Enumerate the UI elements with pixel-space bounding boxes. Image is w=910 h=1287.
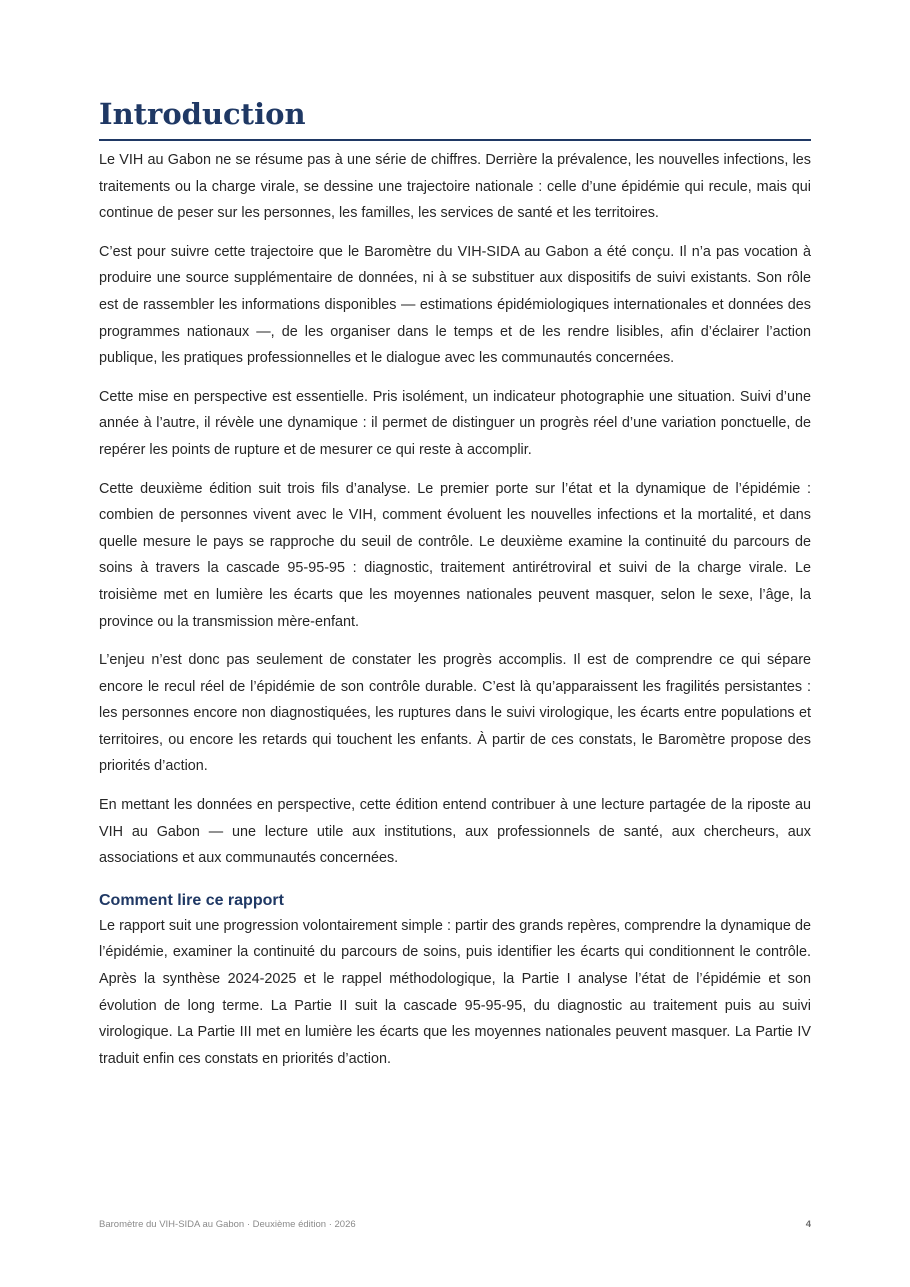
paragraph-3: Cette mise en perspective est essentielle. Pris isolément, un indicateur photographie une situation. Suivi d’une année à l’autre, il révèle une dynamique : il permet de distinguer un progrès réel d’une variation ponctuelle, de repérer les points de rupture et de mesurer ce qui reste à accomplir. xyxy=(99,388,811,458)
page-number: 4 xyxy=(805,1219,811,1230)
paragraph-5: L’enjeu n’est donc pas seulement de constater les progrès accomplis. Il est de comprendre ce qui sépare encore le recul réel de l’épidémie de son contrôle durable. C’est là qu’apparaissent les fragilités persistantes : les personnes encore non diagnostiquées, les ruptures dans le suivi virologique, les écarts entre populations et territoires, ou encore les retards qui touchent les enfants. À partir de ces constats, le Baromètre propose des priorités d’action. xyxy=(99,652,811,775)
page-title: Introduction xyxy=(99,92,811,141)
page-content xyxy=(99,92,811,1084)
paragraph-1: Le VIH au Gabon ne se résume pas à une série de chiffres. Derrière la prévalence, les nouvelles infections, les traitements ou la charge virale, se dessine une trajectoire nationale : celle d’une épidémie qui recule, mais qui continue de peser sur les personnes, les familles, les services de santé et les territoires. xyxy=(99,152,811,222)
subsection-title: Comment lire ce rapport xyxy=(99,891,284,909)
subsection-paragraph: Le rapport suit une progression volontairement simple : partir des grands repères, comprendre la dynamique de l’épidémie, examiner la continuité du parcours de soins, puis identifier les écarts qui conditionnent le contrôle. Après la synthèse 2024-2025 et le rappel méthodologique, la Partie I analyse l’état de l’épidémie et son évolution de long terme. La Partie II suit la cascade 95-95-95, du diagnostic au traitement puis au suivi virologique. La Partie III met en lumière les écarts que les moyennes nationales peuvent masquer. La Partie IV traduit enfin ces constats en priorités d’action. xyxy=(99,917,811,1067)
paragraph-2: C’est pour suivre cette trajectoire que le Baromètre du VIH-SIDA au Gabon a été conçu. Il n’a pas vocation à produire une source supplémentaire de données, ni à se substituer aux dispositifs de suivi existants. Son rôle est de rassembler les informations disponibles — estimations épidémiologiques internationales et données des programmes nationaux —, de les organiser dans le temps et de les rendre lisibles, afin d’éclairer l’action publique, les pratiques professionnelles et le dialogue avec les communautés concernées. xyxy=(99,243,811,367)
paragraph-6: En mettant les données en perspective, cette édition entend contribuer à une lecture partagée de la riposte au VIH au Gabon — une lecture utile aux institutions, aux professionnels de santé, aux chercheurs, aux associations et aux communautés concernées. xyxy=(99,797,811,867)
paragraph-4: Cette deuxième édition suit trois fils d’analyse. Le premier porte sur l’état et la dynamique de l’épidémie : combien de personnes vivent avec le VIH, comment évoluent les nouvelles infections et la mortalité, et dans quelle mesure le pays se rapproche du seuil de contrôle. Le deuxième examine la continuité du parcours de soins à travers la cascade 95-95-95 : diagnostic, traitement antirétroviral et suivi de la charge virale. Le troisième met en lumière les écarts que les moyennes nationales peuvent masquer, selon le sexe, l’âge, la province ou la transmission mère-enfant. xyxy=(99,480,811,630)
page-footer xyxy=(99,1219,811,1230)
footer-text: Baromètre du VIH-SIDA au Gabon · Deuxième édition · 2026 xyxy=(99,1219,356,1230)
